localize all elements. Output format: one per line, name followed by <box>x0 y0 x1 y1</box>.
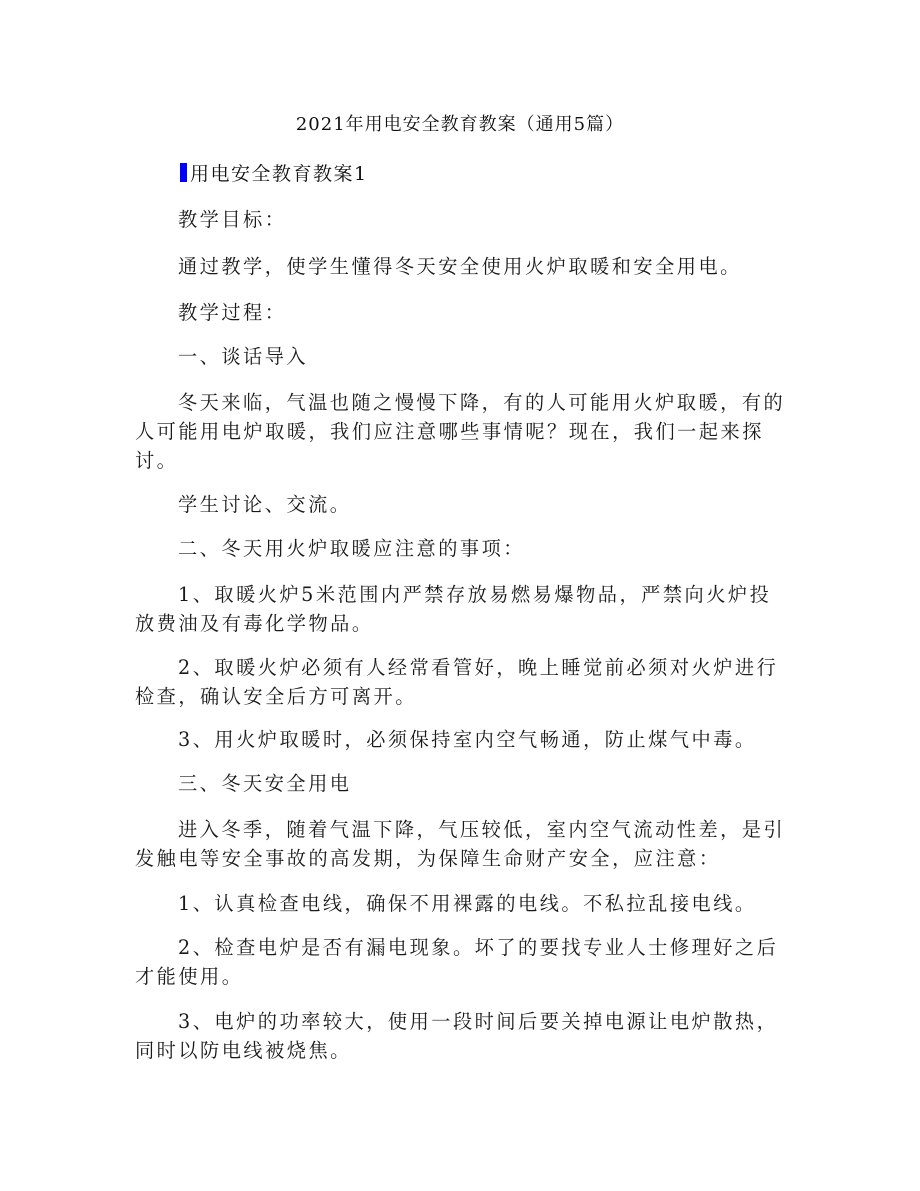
paragraph-electric-rule-3: 3、电炉的功率较大，使用一段时间后要关掉电源让电炉散热，同时以防电线被烧焦。 <box>135 1010 779 1062</box>
paragraph-step-2-heading: 二、冬天用火炉取暖应注意的事项： <box>178 537 525 560</box>
paragraph-electric-rule-1: 1、认真检查电线，确保不用裸露的电线。不私拉乱接电线。 <box>178 892 757 915</box>
document-title: 2021年用电安全教育教案（通用5篇） <box>295 114 625 135</box>
section-heading-text: 用电安全教育教案1 <box>190 162 368 185</box>
paragraph-stove-rule-1: 1、取暖火炉5米范围内严禁存放易燃易爆物品，严禁向火炉投放费油及有毒化学物品。 <box>135 583 772 635</box>
paragraph-intro: 冬天来临，气温也随之慢慢下降，有的人可能用火炉取暖，有的人可能用电炉取暖，我们应注意哪些事情呢？现在，我们一起来探讨。 <box>135 391 786 472</box>
paragraph-stove-rule-2: 2、取暖火炉必须有人经常看管好，晚上睡觉前必须对火炉进行检查，确认安全后方可离开。 <box>135 656 779 708</box>
paragraph-teaching-goal-label: 教学目标： <box>178 208 287 231</box>
paragraph-stove-rule-3: 3、用火炉取暖时，必须保持室内空气畅通，防止煤气中毒。 <box>178 728 757 751</box>
paragraph-step-3-heading: 三、冬天安全用电 <box>178 772 352 795</box>
paragraph-step-1-heading: 一、谈话导入 <box>178 345 309 368</box>
paragraph-discussion: 学生讨论、交流。 <box>178 493 352 516</box>
paragraph-electric-rule-2: 2、检查电炉是否有漏电现象。坏了的要找专业人士修理好之后才能使用。 <box>135 936 779 988</box>
heading-marker-bar <box>180 163 187 182</box>
paragraph-teaching-process-label: 教学过程： <box>178 301 287 324</box>
section-heading <box>180 158 368 186</box>
paragraph-winter-electricity: 进入冬季，随着气温下降，气压较低，室内空气流动性差，是引发触电等安全事故的高发期，为保障生命财产安全，应注意： <box>135 818 786 870</box>
paragraph-teaching-goal: 通过教学，使学生懂得冬天安全使用火炉取暖和安全用电。 <box>178 255 742 278</box>
